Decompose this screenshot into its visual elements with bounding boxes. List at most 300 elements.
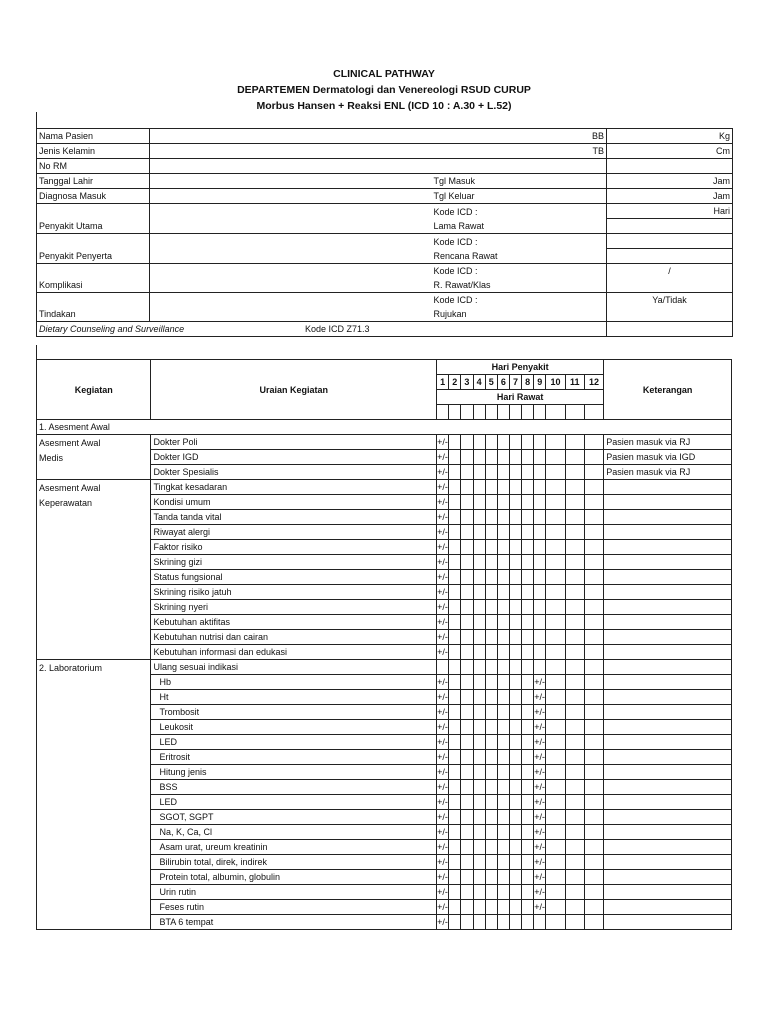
day-cell[interactable] — [565, 735, 584, 750]
day-cell[interactable] — [509, 630, 521, 645]
day-cell[interactable] — [449, 810, 461, 825]
day-cell[interactable] — [449, 675, 461, 690]
day-cell[interactable] — [546, 645, 565, 660]
day-cell[interactable] — [473, 435, 485, 450]
day-cell[interactable] — [497, 615, 509, 630]
day-cell[interactable] — [546, 915, 565, 930]
day-cell[interactable] — [565, 600, 584, 615]
day-cell[interactable] — [485, 825, 497, 840]
day-cell[interactable] — [473, 885, 485, 900]
day-cell[interactable] — [461, 645, 473, 660]
day-cell[interactable] — [473, 480, 485, 495]
day-cell[interactable] — [497, 495, 509, 510]
day-cell[interactable] — [546, 480, 565, 495]
day-cell[interactable] — [485, 555, 497, 570]
day-cell[interactable] — [497, 540, 509, 555]
day-cell[interactable] — [565, 585, 584, 600]
day-cell[interactable] — [522, 555, 534, 570]
day-cell[interactable] — [461, 615, 473, 630]
day-cell[interactable] — [461, 810, 473, 825]
day-cell[interactable] — [473, 555, 485, 570]
day-cell[interactable] — [546, 450, 565, 465]
day-cell[interactable]: +/- — [437, 690, 449, 705]
day-cell[interactable] — [565, 465, 584, 480]
day-cell[interactable] — [565, 900, 584, 915]
day-cell[interactable] — [522, 690, 534, 705]
day-cell[interactable] — [461, 570, 473, 585]
day-cell[interactable] — [534, 465, 546, 480]
day-cell[interactable] — [534, 450, 546, 465]
day-cell[interactable] — [473, 525, 485, 540]
day-cell[interactable] — [584, 720, 603, 735]
day-cell[interactable] — [473, 780, 485, 795]
day-cell[interactable] — [449, 915, 461, 930]
day-cell[interactable]: +/- — [437, 615, 449, 630]
day-cell[interactable] — [509, 810, 521, 825]
day-cell[interactable] — [461, 720, 473, 735]
day-cell[interactable] — [565, 480, 584, 495]
day-cell[interactable] — [497, 600, 509, 615]
day-cell[interactable] — [497, 825, 509, 840]
day-cell[interactable] — [584, 585, 603, 600]
day-cell[interactable] — [546, 840, 565, 855]
day-cell[interactable] — [485, 750, 497, 765]
day-cell[interactable] — [497, 630, 509, 645]
day-cell[interactable] — [497, 840, 509, 855]
day-cell[interactable] — [461, 630, 473, 645]
day-cell[interactable] — [546, 615, 565, 630]
day-cell[interactable] — [565, 495, 584, 510]
day-cell[interactable] — [534, 435, 546, 450]
day-cell[interactable] — [534, 600, 546, 615]
day-cell[interactable] — [485, 735, 497, 750]
day-cell[interactable] — [497, 660, 509, 675]
day-cell[interactable] — [449, 585, 461, 600]
day-cell[interactable] — [449, 540, 461, 555]
day-cell[interactable] — [584, 780, 603, 795]
day-cell[interactable] — [584, 750, 603, 765]
day-cell[interactable] — [485, 885, 497, 900]
day-cell[interactable] — [565, 675, 584, 690]
day-cell[interactable] — [473, 585, 485, 600]
day-cell[interactable] — [473, 735, 485, 750]
day-cell[interactable] — [449, 510, 461, 525]
day-cell[interactable] — [565, 810, 584, 825]
day-cell[interactable] — [509, 465, 521, 480]
day-cell[interactable] — [565, 450, 584, 465]
day-cell[interactable] — [509, 615, 521, 630]
day-cell[interactable] — [584, 615, 603, 630]
day-cell[interactable] — [546, 780, 565, 795]
day-cell[interactable] — [485, 810, 497, 825]
day-cell[interactable]: +/- — [534, 705, 546, 720]
day-cell[interactable] — [449, 870, 461, 885]
day-cell[interactable] — [461, 525, 473, 540]
day-cell[interactable] — [546, 525, 565, 540]
day-cell[interactable] — [461, 735, 473, 750]
day-cell[interactable]: +/- — [534, 840, 546, 855]
day-cell[interactable] — [449, 735, 461, 750]
day-cell[interactable] — [584, 600, 603, 615]
day-cell[interactable] — [473, 510, 485, 525]
day-cell[interactable] — [534, 645, 546, 660]
day-cell[interactable] — [565, 405, 584, 420]
day-cell[interactable] — [473, 675, 485, 690]
day-cell[interactable] — [522, 630, 534, 645]
day-cell[interactable] — [522, 870, 534, 885]
day-cell[interactable] — [485, 435, 497, 450]
day-cell[interactable] — [584, 705, 603, 720]
day-cell[interactable] — [565, 540, 584, 555]
day-cell[interactable]: +/- — [534, 690, 546, 705]
day-cell[interactable] — [473, 765, 485, 780]
day-cell[interactable] — [546, 600, 565, 615]
day-cell[interactable]: +/- — [437, 765, 449, 780]
day-cell[interactable] — [473, 405, 485, 420]
day-cell[interactable] — [461, 450, 473, 465]
day-cell[interactable] — [509, 645, 521, 660]
day-cell[interactable] — [449, 480, 461, 495]
day-cell[interactable] — [534, 555, 546, 570]
day-cell[interactable] — [584, 675, 603, 690]
day-cell[interactable] — [565, 645, 584, 660]
day-cell[interactable]: +/- — [534, 750, 546, 765]
day-cell[interactable] — [485, 855, 497, 870]
day-cell[interactable] — [522, 825, 534, 840]
day-cell[interactable] — [461, 900, 473, 915]
day-cell[interactable] — [584, 870, 603, 885]
day-cell[interactable] — [534, 495, 546, 510]
day-cell[interactable]: +/- — [437, 735, 449, 750]
day-cell[interactable] — [509, 915, 521, 930]
day-cell[interactable] — [584, 555, 603, 570]
day-cell[interactable] — [584, 540, 603, 555]
day-cell[interactable] — [497, 855, 509, 870]
day-cell[interactable] — [461, 660, 473, 675]
day-cell[interactable]: +/- — [437, 675, 449, 690]
day-cell[interactable] — [485, 600, 497, 615]
day-cell[interactable] — [565, 885, 584, 900]
day-cell[interactable]: +/- — [534, 675, 546, 690]
day-cell[interactable] — [534, 405, 546, 420]
day-cell[interactable] — [485, 540, 497, 555]
day-cell[interactable] — [584, 900, 603, 915]
day-cell[interactable] — [473, 810, 485, 825]
day-cell[interactable] — [584, 525, 603, 540]
day-cell[interactable]: +/- — [437, 495, 449, 510]
day-cell[interactable] — [461, 825, 473, 840]
day-cell[interactable]: +/- — [437, 600, 449, 615]
day-cell[interactable] — [565, 435, 584, 450]
day-cell[interactable] — [473, 450, 485, 465]
day-cell[interactable] — [449, 525, 461, 540]
day-cell[interactable] — [584, 570, 603, 585]
day-cell[interactable] — [546, 495, 565, 510]
day-cell[interactable] — [449, 465, 461, 480]
day-cell[interactable] — [461, 600, 473, 615]
day-cell[interactable] — [461, 855, 473, 870]
day-cell[interactable] — [546, 825, 565, 840]
day-cell[interactable] — [565, 630, 584, 645]
day-cell[interactable] — [473, 465, 485, 480]
day-cell[interactable] — [546, 795, 565, 810]
day-cell[interactable] — [461, 585, 473, 600]
day-cell[interactable] — [449, 690, 461, 705]
day-cell[interactable] — [461, 780, 473, 795]
day-cell[interactable] — [546, 510, 565, 525]
day-cell[interactable] — [473, 495, 485, 510]
day-cell[interactable] — [509, 660, 521, 675]
day-cell[interactable] — [565, 690, 584, 705]
day-cell[interactable] — [565, 765, 584, 780]
day-cell[interactable] — [534, 510, 546, 525]
day-cell[interactable] — [534, 540, 546, 555]
day-cell[interactable] — [546, 810, 565, 825]
day-cell[interactable] — [546, 540, 565, 555]
day-cell[interactable] — [473, 720, 485, 735]
day-cell[interactable] — [565, 525, 584, 540]
day-cell[interactable] — [485, 570, 497, 585]
day-cell[interactable]: +/- — [534, 765, 546, 780]
day-cell[interactable] — [546, 570, 565, 585]
day-cell[interactable] — [485, 510, 497, 525]
day-cell[interactable] — [509, 840, 521, 855]
day-cell[interactable] — [449, 705, 461, 720]
day-cell[interactable] — [473, 795, 485, 810]
day-cell[interactable] — [497, 510, 509, 525]
day-cell[interactable] — [522, 435, 534, 450]
day-cell[interactable] — [509, 600, 521, 615]
day-cell[interactable] — [522, 675, 534, 690]
day-cell[interactable] — [584, 510, 603, 525]
day-cell[interactable] — [546, 720, 565, 735]
day-cell[interactable] — [522, 885, 534, 900]
day-cell[interactable] — [461, 510, 473, 525]
day-cell[interactable] — [485, 840, 497, 855]
day-cell[interactable] — [461, 495, 473, 510]
day-cell[interactable] — [584, 645, 603, 660]
day-cell[interactable] — [522, 705, 534, 720]
day-cell[interactable] — [497, 900, 509, 915]
day-cell[interactable] — [485, 525, 497, 540]
day-cell[interactable] — [546, 885, 565, 900]
day-cell[interactable]: +/- — [534, 900, 546, 915]
day-cell[interactable] — [565, 795, 584, 810]
day-cell[interactable]: +/- — [437, 840, 449, 855]
day-cell[interactable] — [497, 795, 509, 810]
day-cell[interactable] — [584, 795, 603, 810]
day-cell[interactable] — [461, 870, 473, 885]
day-cell[interactable] — [522, 450, 534, 465]
day-cell[interactable] — [473, 825, 485, 840]
day-cell[interactable] — [509, 435, 521, 450]
day-cell[interactable] — [473, 690, 485, 705]
day-cell[interactable] — [461, 795, 473, 810]
day-cell[interactable] — [522, 735, 534, 750]
day-cell[interactable]: +/- — [534, 780, 546, 795]
day-cell[interactable] — [565, 915, 584, 930]
day-cell[interactable] — [584, 840, 603, 855]
day-cell[interactable] — [546, 735, 565, 750]
day-cell[interactable] — [497, 690, 509, 705]
day-cell[interactable] — [497, 885, 509, 900]
day-cell[interactable] — [509, 540, 521, 555]
day-cell[interactable] — [473, 705, 485, 720]
day-cell[interactable] — [485, 780, 497, 795]
day-cell[interactable] — [565, 750, 584, 765]
day-cell[interactable] — [522, 720, 534, 735]
day-cell[interactable] — [534, 630, 546, 645]
day-cell[interactable] — [522, 780, 534, 795]
day-cell[interactable] — [584, 735, 603, 750]
day-cell[interactable]: +/- — [437, 720, 449, 735]
day-cell[interactable] — [584, 825, 603, 840]
day-cell[interactable] — [509, 675, 521, 690]
day-cell[interactable] — [546, 750, 565, 765]
day-cell[interactable] — [522, 600, 534, 615]
day-cell[interactable] — [485, 645, 497, 660]
day-cell[interactable] — [485, 720, 497, 735]
day-cell[interactable]: +/- — [534, 720, 546, 735]
day-cell[interactable] — [497, 645, 509, 660]
day-cell[interactable] — [565, 615, 584, 630]
day-cell[interactable] — [546, 465, 565, 480]
day-cell[interactable] — [485, 870, 497, 885]
day-cell[interactable] — [461, 480, 473, 495]
day-cell[interactable] — [509, 825, 521, 840]
day-cell[interactable] — [461, 555, 473, 570]
day-cell[interactable]: +/- — [534, 825, 546, 840]
day-cell[interactable] — [497, 705, 509, 720]
day-cell[interactable]: +/- — [437, 435, 449, 450]
day-cell[interactable] — [565, 660, 584, 675]
day-cell[interactable] — [485, 615, 497, 630]
day-cell[interactable] — [497, 750, 509, 765]
day-cell[interactable] — [473, 600, 485, 615]
day-cell[interactable]: +/- — [534, 795, 546, 810]
day-cell[interactable] — [584, 435, 603, 450]
day-cell[interactable]: +/- — [437, 885, 449, 900]
day-cell[interactable] — [522, 405, 534, 420]
day-cell[interactable]: +/- — [437, 525, 449, 540]
day-cell[interactable] — [522, 615, 534, 630]
day-cell[interactable]: +/- — [437, 480, 449, 495]
day-cell[interactable] — [522, 810, 534, 825]
day-cell[interactable] — [461, 840, 473, 855]
day-cell[interactable] — [509, 450, 521, 465]
day-cell[interactable] — [546, 585, 565, 600]
day-cell[interactable] — [497, 915, 509, 930]
day-cell[interactable] — [473, 615, 485, 630]
day-cell[interactable] — [509, 525, 521, 540]
day-cell[interactable] — [473, 900, 485, 915]
day-cell[interactable] — [497, 585, 509, 600]
day-cell[interactable] — [473, 915, 485, 930]
day-cell[interactable] — [449, 570, 461, 585]
day-cell[interactable]: +/- — [437, 645, 449, 660]
day-cell[interactable] — [461, 435, 473, 450]
day-cell[interactable] — [461, 765, 473, 780]
day-cell[interactable] — [534, 525, 546, 540]
day-cell[interactable]: +/- — [437, 465, 449, 480]
day-cell[interactable] — [473, 840, 485, 855]
day-cell[interactable] — [509, 765, 521, 780]
day-cell[interactable] — [449, 795, 461, 810]
day-cell[interactable] — [522, 915, 534, 930]
day-cell[interactable] — [522, 585, 534, 600]
day-cell[interactable] — [546, 630, 565, 645]
day-cell[interactable] — [449, 495, 461, 510]
day-cell[interactable] — [461, 405, 473, 420]
day-cell[interactable]: +/- — [534, 735, 546, 750]
day-cell[interactable] — [565, 825, 584, 840]
day-cell[interactable] — [546, 690, 565, 705]
day-cell[interactable] — [473, 660, 485, 675]
day-cell[interactable] — [509, 570, 521, 585]
day-cell[interactable] — [522, 570, 534, 585]
day-cell[interactable] — [509, 405, 521, 420]
day-cell[interactable] — [485, 915, 497, 930]
day-cell[interactable]: +/- — [437, 750, 449, 765]
day-cell[interactable] — [461, 915, 473, 930]
day-cell[interactable] — [449, 645, 461, 660]
day-cell[interactable] — [565, 555, 584, 570]
day-cell[interactable] — [522, 765, 534, 780]
day-cell[interactable] — [522, 480, 534, 495]
day-cell[interactable] — [485, 405, 497, 420]
day-cell[interactable] — [509, 885, 521, 900]
day-cell[interactable] — [546, 660, 565, 675]
day-cell[interactable] — [509, 705, 521, 720]
day-cell[interactable] — [584, 765, 603, 780]
day-cell[interactable] — [497, 525, 509, 540]
day-cell[interactable] — [522, 525, 534, 540]
day-cell[interactable] — [522, 495, 534, 510]
day-cell[interactable]: +/- — [437, 585, 449, 600]
day-cell[interactable] — [584, 630, 603, 645]
day-cell[interactable] — [522, 510, 534, 525]
day-cell[interactable] — [522, 465, 534, 480]
day-cell[interactable] — [534, 480, 546, 495]
day-cell[interactable] — [449, 900, 461, 915]
day-cell[interactable] — [449, 615, 461, 630]
day-cell[interactable] — [449, 885, 461, 900]
day-cell[interactable] — [509, 900, 521, 915]
day-cell[interactable] — [449, 555, 461, 570]
day-cell[interactable] — [497, 555, 509, 570]
day-cell[interactable] — [437, 660, 449, 675]
day-cell[interactable]: +/- — [437, 555, 449, 570]
day-cell[interactable] — [449, 435, 461, 450]
day-cell[interactable] — [461, 465, 473, 480]
day-cell[interactable] — [546, 405, 565, 420]
day-cell[interactable] — [509, 555, 521, 570]
day-cell[interactable] — [565, 705, 584, 720]
day-cell[interactable] — [584, 885, 603, 900]
day-cell[interactable]: +/- — [437, 870, 449, 885]
day-cell[interactable] — [485, 660, 497, 675]
day-cell[interactable] — [497, 405, 509, 420]
day-cell[interactable] — [473, 750, 485, 765]
day-cell[interactable] — [449, 855, 461, 870]
day-cell[interactable] — [473, 570, 485, 585]
day-cell[interactable] — [473, 855, 485, 870]
day-cell[interactable]: +/- — [437, 630, 449, 645]
day-cell[interactable] — [534, 585, 546, 600]
day-cell[interactable] — [485, 795, 497, 810]
day-cell[interactable] — [485, 675, 497, 690]
day-cell[interactable] — [509, 735, 521, 750]
